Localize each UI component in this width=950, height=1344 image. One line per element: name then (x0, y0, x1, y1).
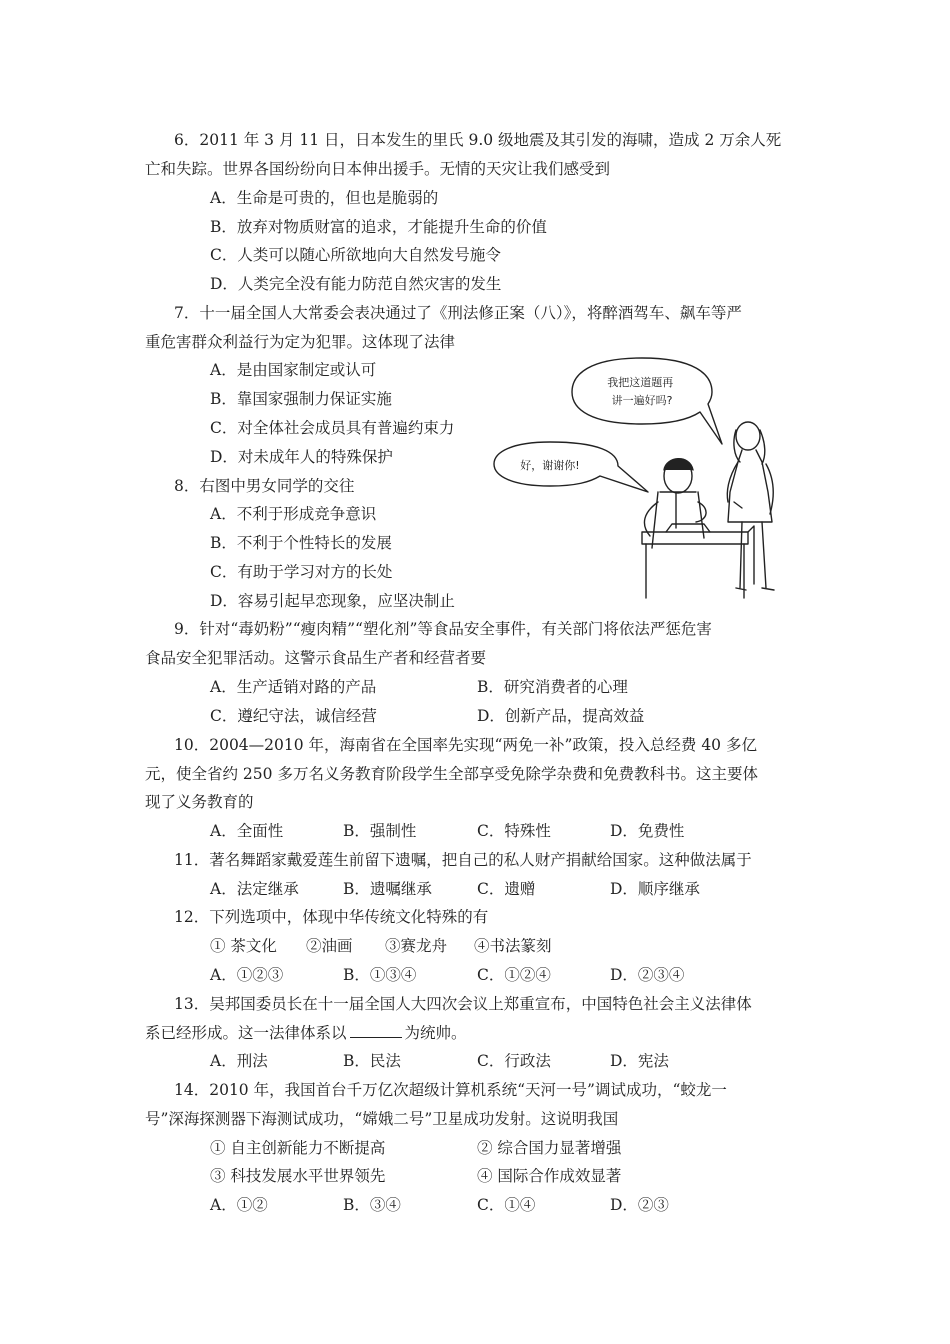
q7-option-c: C．对全体社会成员具有普遍约束力 (210, 419, 455, 437)
q10-stem-line-3: 现了义务教育的 (145, 793, 254, 811)
q9-option-c: C．遵纪守法，诚信经营 (210, 707, 377, 725)
boy-speech-text: 好，谢谢你! (520, 459, 580, 472)
q8-stem-line-1: 8．右图中男女同学的交往 (174, 477, 355, 495)
q10-stem-line-2: 元，使全省约 250 多万名义务教育阶段学生全部享受免除学杂费和免费教科书。这主要体 (145, 765, 758, 783)
q13-stem-line-2 (145, 1022, 467, 1042)
q14-option-a: A．①② (210, 1196, 268, 1214)
boy-figure (644, 459, 706, 548)
q8-option-c: C．有助于学习对方的长处 (210, 563, 393, 581)
girl-speech-text (607, 375, 677, 407)
q13-option-a: A．刑法 (210, 1052, 268, 1070)
q8-option-d: D．容易引起早恋现象，应坚决制止 (210, 592, 455, 610)
q14-option-d: D．②③ (610, 1196, 669, 1214)
q13-stem-before-blank: 系已经形成。这一法律体系以 (145, 1024, 347, 1042)
q12-item-3: ③赛龙舟 (385, 937, 448, 955)
q7-stem-line-1: 7．十一届全国人大常委会表决通过了《刑法修正案（八）》，将醉酒驾车、飙车等严 (174, 304, 742, 322)
q12-option-a: A．①②③ (210, 966, 284, 984)
q14-option-c: C．①④ (477, 1196, 536, 1214)
q6-option-b: B．放弃对物质财富的追求，才能提升生命的价值 (210, 218, 547, 236)
q9-option-d: D．创新产品，提高效益 (477, 707, 645, 725)
q14-item-2: ② 综合国力显著增强 (477, 1139, 622, 1157)
q7-stem-line-2: 重危害群众利益行为定为犯罪。这体现了法律 (145, 333, 456, 351)
q7-option-b: B．靠国家强制力保证实施 (210, 390, 392, 408)
q6-stem-line-2: 亡和失踪。世界各国纷纷向日本伸出援手。无情的天灾让我们感受到 (145, 160, 611, 178)
q12-stem-line-1: 12．下列选项中，体现中华传统文化特殊的有 (174, 908, 489, 926)
q6-option-a: A．生命是可贵的，但也是脆弱的 (210, 189, 439, 207)
q14-item-4: ④ 国际合作成效显著 (477, 1167, 622, 1185)
q10-option-c: C．特殊性 (477, 822, 551, 840)
desk (642, 524, 754, 598)
q12-item-2: ②油画 (306, 937, 353, 955)
q6-stem-line-1: 6．2011 年 3 月 11 日，日本发生的里氏 9.0 级地震及其引发的海啸，造成 2 万余人死 (174, 131, 782, 149)
q11-option-b: B．遗嘱继承 (343, 880, 432, 898)
q13-option-b: B．民法 (343, 1052, 401, 1070)
q13-stem-line-1: 13．吴邦国委员长在十一届全国人大四次会议上郑重宣布，中国特色社会主义法律体 (174, 995, 752, 1013)
q8-option-b: B．不利于个性特长的发展 (210, 534, 392, 552)
q6-option-d: D．人类完全没有能力防范自然灾害的发生 (210, 275, 502, 293)
q10-option-b: B．强制性 (343, 822, 417, 840)
q11-stem-line-1: 11．著名舞蹈家戴爱莲生前留下遗嘱，把自己的私人财产捐献给国家。这种做法属于 (174, 851, 752, 869)
q10-option-d: D．免费性 (610, 822, 685, 840)
q10-stem-line-1: 10．2004—2010 年，海南省在全国率先实现“两免一补”政策，投入总经费 40 多亿 (174, 736, 757, 754)
q9-stem-line-1: 9．针对“毒奶粉”“瘦肉精”“塑化剂”等食品安全事件，有关部门将依法严惩危害 (174, 620, 712, 638)
q9-option-a: A．生产适销对路的产品 (210, 678, 377, 696)
q12-option-d: D．②③④ (610, 966, 685, 984)
q12-option-b: B．①③④ (343, 966, 417, 984)
q14-option-b: B．③④ (343, 1196, 401, 1214)
q11-option-d: D．顺序继承 (610, 880, 700, 898)
q9-option-b: B．研究消费者的心理 (477, 678, 628, 696)
q6-option-c: C．人类可以随心所欲地向大自然发号施令 (210, 246, 501, 264)
q13-stem-after-blank: 为统帅。 (404, 1024, 467, 1042)
q11-option-c: C．遗赠 (477, 880, 536, 898)
cartoon-illustration (490, 352, 790, 602)
q13-option-d: D．宪法 (610, 1052, 669, 1070)
q7-option-d: D．对未成年人的特殊保护 (210, 448, 393, 466)
girl-speech-line-1: 我把这道题再 (607, 376, 674, 389)
q14-item-3: ③ 科技发展水平世界领先 (210, 1167, 386, 1185)
q14-stem-line-1: 14．2010 年，我国首台千万亿次超级计算机系统“天河一号”调试成功，“蛟龙一 (174, 1081, 727, 1099)
girl-speech-line-2: 讲一遍好吗? (611, 394, 673, 407)
q7-option-a: A．是由国家制定或认可 (210, 361, 377, 379)
q9-stem-line-2: 食品安全犯罪活动。这警示食品生产者和经营者要 (145, 649, 487, 667)
q8-option-a: A．不利于形成竞争意识 (210, 505, 377, 523)
q13-answer-blank (350, 1022, 402, 1038)
q14-stem-line-2: 号”深海探测器下海测试成功，“嫦娥二号”卫星成功发射。这说明我国 (145, 1110, 619, 1128)
q14-item-1: ① 自主创新能力不断提高 (210, 1139, 386, 1157)
q12-option-c: C．①②④ (477, 966, 551, 984)
q13-option-c: C．行政法 (477, 1052, 551, 1070)
q11-option-a: A．法定继承 (210, 880, 299, 898)
q10-option-a: A．全面性 (210, 822, 284, 840)
girl-figure (727, 422, 774, 590)
q12-item-4: ④书法篆刻 (474, 937, 552, 955)
q12-item-1: ① 茶文化 (210, 937, 277, 955)
